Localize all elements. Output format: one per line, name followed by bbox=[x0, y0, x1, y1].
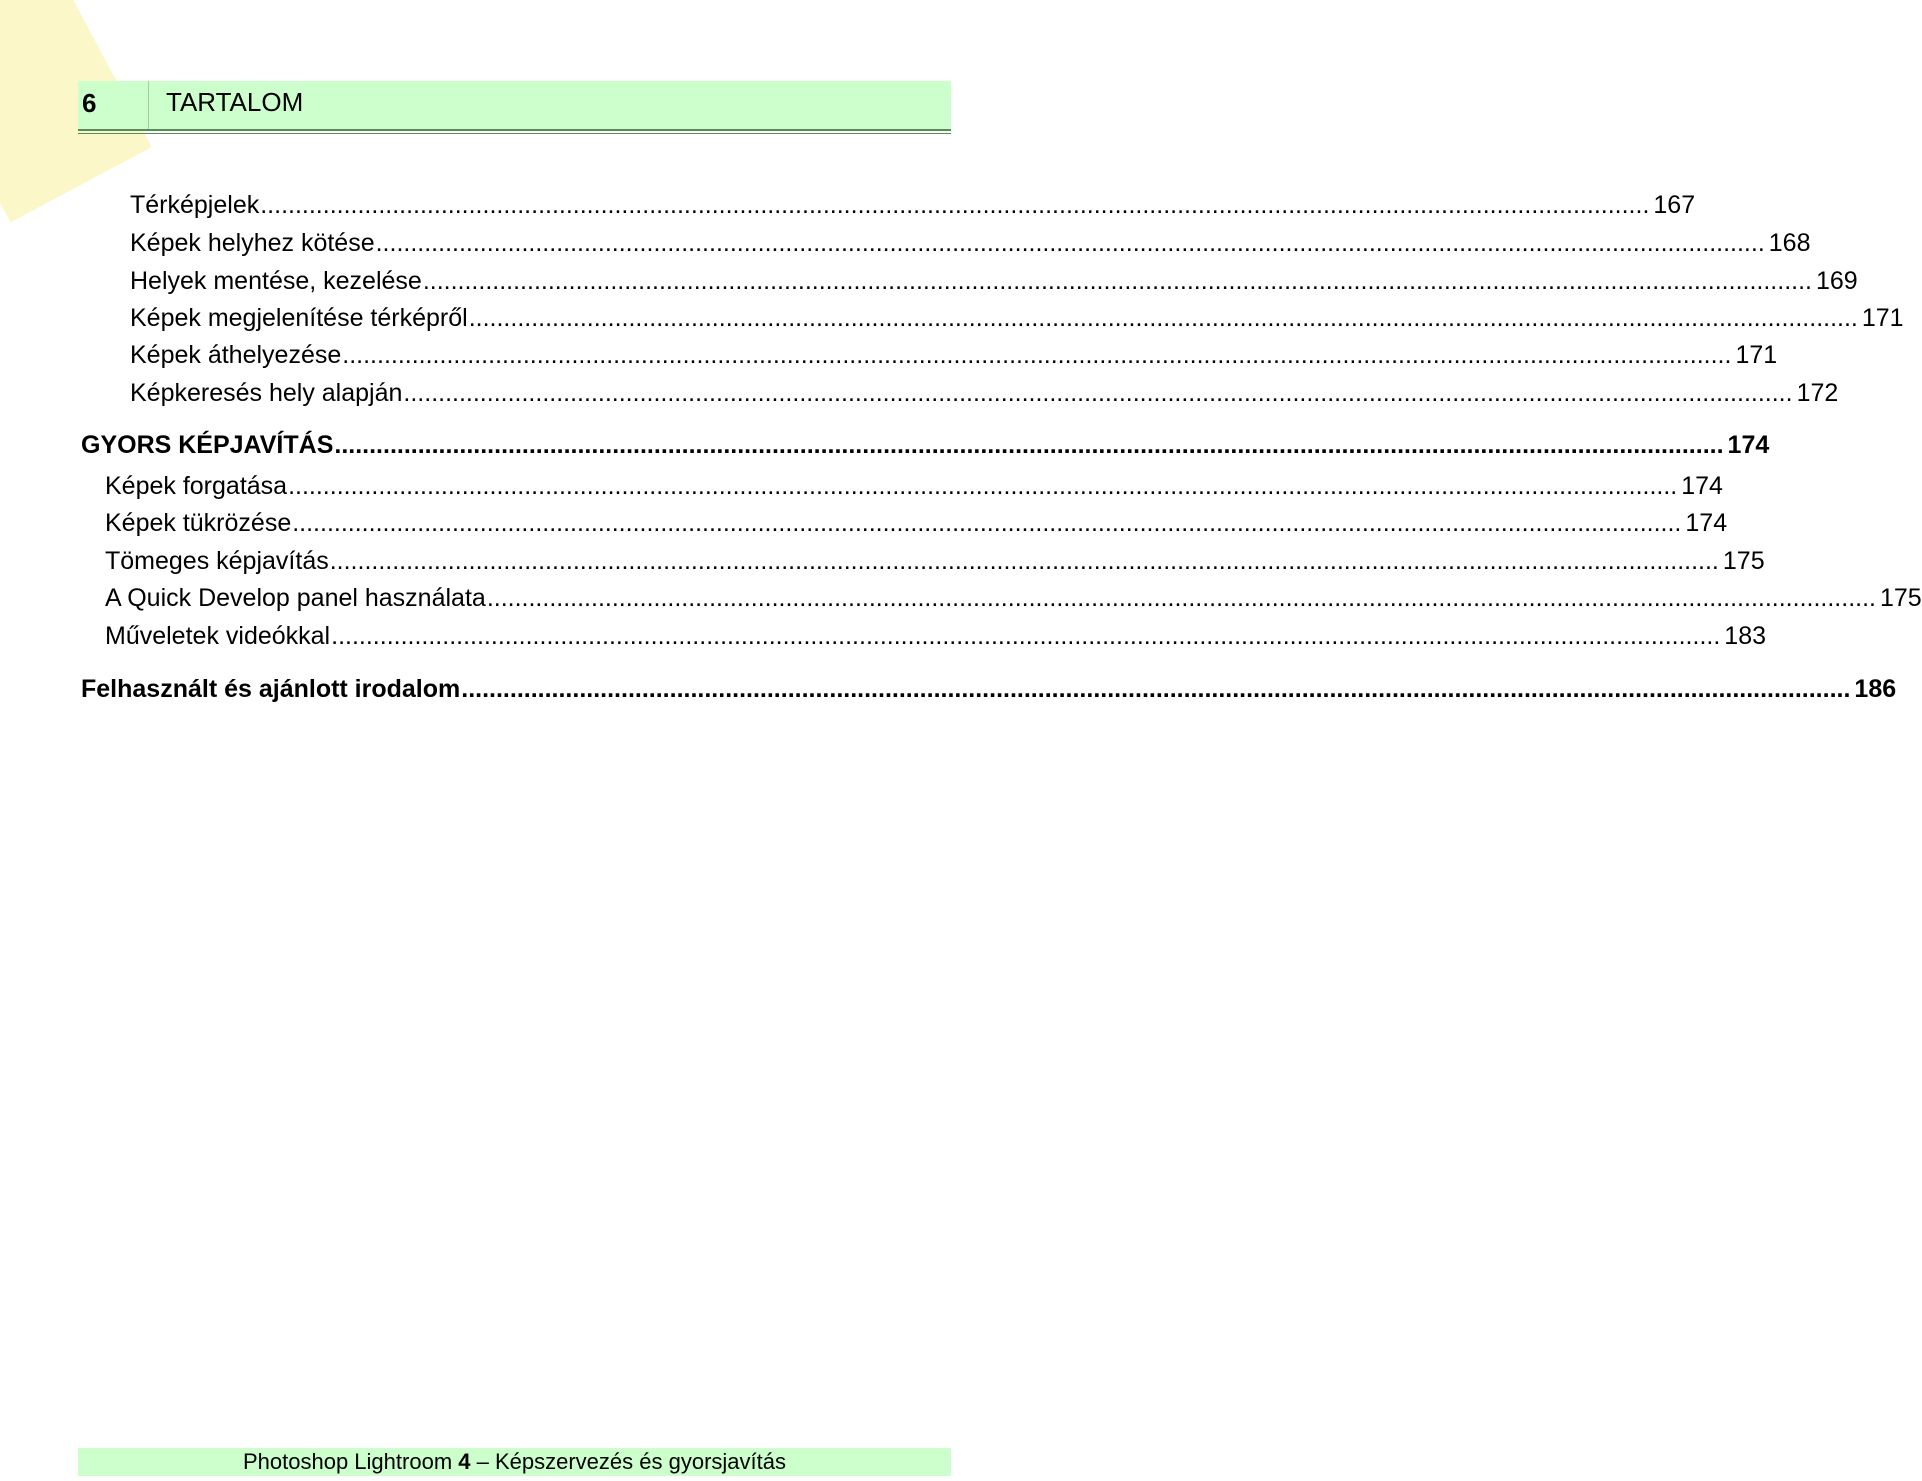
toc-leader: ........................................................................................................................................................................................................ bbox=[403, 379, 1793, 407]
toc-entry-title: Képek tükrözése bbox=[105, 509, 292, 537]
footer-prefix: Photoshop Lightroom bbox=[243, 1449, 459, 1474]
toc-entry-page: 183 bbox=[1724, 622, 1767, 650]
toc-entry-page: 175 bbox=[1722, 547, 1765, 575]
toc-entry-title: Tömeges képjavítás bbox=[105, 547, 329, 575]
toc-entry[interactable] bbox=[130, 228, 1811, 258]
header-rule bbox=[78, 129, 951, 131]
toc-leader: ........................................................................................................................................................................................................ bbox=[468, 304, 1858, 332]
toc-entry-page: 168 bbox=[1768, 229, 1811, 257]
toc-chapter-entry[interactable] bbox=[81, 674, 1897, 704]
toc-entry-title: Képek áthelyezése bbox=[130, 341, 342, 369]
toc-entry-title: Térképjelek bbox=[130, 191, 260, 219]
toc-entry-title: Képek helyhez kötése bbox=[130, 229, 375, 257]
toc-leader: ........................................................................................................................................................................................................ bbox=[331, 622, 1721, 650]
toc-entry[interactable] bbox=[130, 378, 1839, 408]
toc-entry-page: 171 bbox=[1735, 341, 1778, 369]
toc-entry-title: Képek forgatása bbox=[105, 472, 288, 500]
toc-entry-title: GYORS KÉPJAVÍTÁS bbox=[81, 431, 334, 459]
header-divider bbox=[148, 81, 149, 131]
page-title: TARTALOM bbox=[166, 87, 304, 117]
toc-entry-page: 172 bbox=[1796, 379, 1839, 407]
header-rule-thin bbox=[78, 133, 951, 134]
toc-entry-page: 174 bbox=[1727, 431, 1770, 459]
toc-leader: ........................................................................................................................................................................................................ bbox=[342, 341, 1732, 369]
toc-entry[interactable] bbox=[105, 621, 1767, 651]
toc-leader: ........................................................................................................................................................................................................ bbox=[260, 191, 1650, 219]
toc-leader: ........................................................................................................................................................................................................ bbox=[292, 509, 1682, 537]
toc-leader: ........................................................................................................................................................................................................ bbox=[486, 584, 1876, 612]
toc-entry[interactable] bbox=[105, 471, 1723, 501]
toc-entry-title: Helyek mentése, kezelése bbox=[130, 267, 422, 295]
toc-entry[interactable] bbox=[130, 190, 1696, 220]
toc-entry-page: 174 bbox=[1685, 509, 1728, 537]
toc-entry[interactable] bbox=[130, 303, 1904, 333]
toc-entry-page: 169 bbox=[1815, 267, 1858, 295]
toc-entry[interactable] bbox=[105, 583, 1922, 613]
toc-entry-page: 174 bbox=[1681, 472, 1723, 500]
page-number: 6 bbox=[82, 88, 97, 118]
toc-leader: ........................................................................................................................................................................................................ bbox=[422, 267, 1812, 295]
toc-leader: ........................................................................................................................................................................................................ bbox=[461, 675, 1851, 703]
toc-entry[interactable] bbox=[105, 546, 1765, 576]
toc-entry-page: 167 bbox=[1653, 191, 1696, 219]
toc-chapter-entry[interactable] bbox=[81, 430, 1770, 460]
toc-entry-title: Képkeresés hely alapján bbox=[130, 379, 403, 407]
toc-leader: ........................................................................................................................................................................................................ bbox=[288, 472, 1678, 500]
toc-leader: ........................................................................................................................................................................................................ bbox=[375, 229, 1765, 257]
toc-entry-title: A Quick Develop panel használata bbox=[105, 584, 486, 612]
toc-leader: ........................................................................................................................................................................................................ bbox=[334, 431, 1724, 459]
toc-leader: ........................................................................................................................................................................................................ bbox=[329, 547, 1719, 575]
page-footer bbox=[78, 1447, 951, 1477]
toc-entry[interactable] bbox=[130, 266, 1858, 296]
toc-entry-page: 171 bbox=[1861, 304, 1904, 332]
footer-suffix: – Képszervezés és gyorsjavítás bbox=[470, 1449, 786, 1474]
footer-number: 4 bbox=[458, 1449, 471, 1474]
toc-entry-page: 186 bbox=[1854, 675, 1897, 703]
toc-entry-title: Műveletek videókkal bbox=[105, 622, 331, 650]
toc-entry-title: Képek megjelenítése térképről bbox=[130, 304, 468, 332]
toc-entry-title: Felhasznált és ajánlott irodalom bbox=[81, 675, 461, 703]
toc-entry-page: 175 bbox=[1879, 584, 1922, 612]
toc-entry[interactable] bbox=[130, 340, 1778, 370]
toc-entry[interactable] bbox=[105, 508, 1728, 538]
